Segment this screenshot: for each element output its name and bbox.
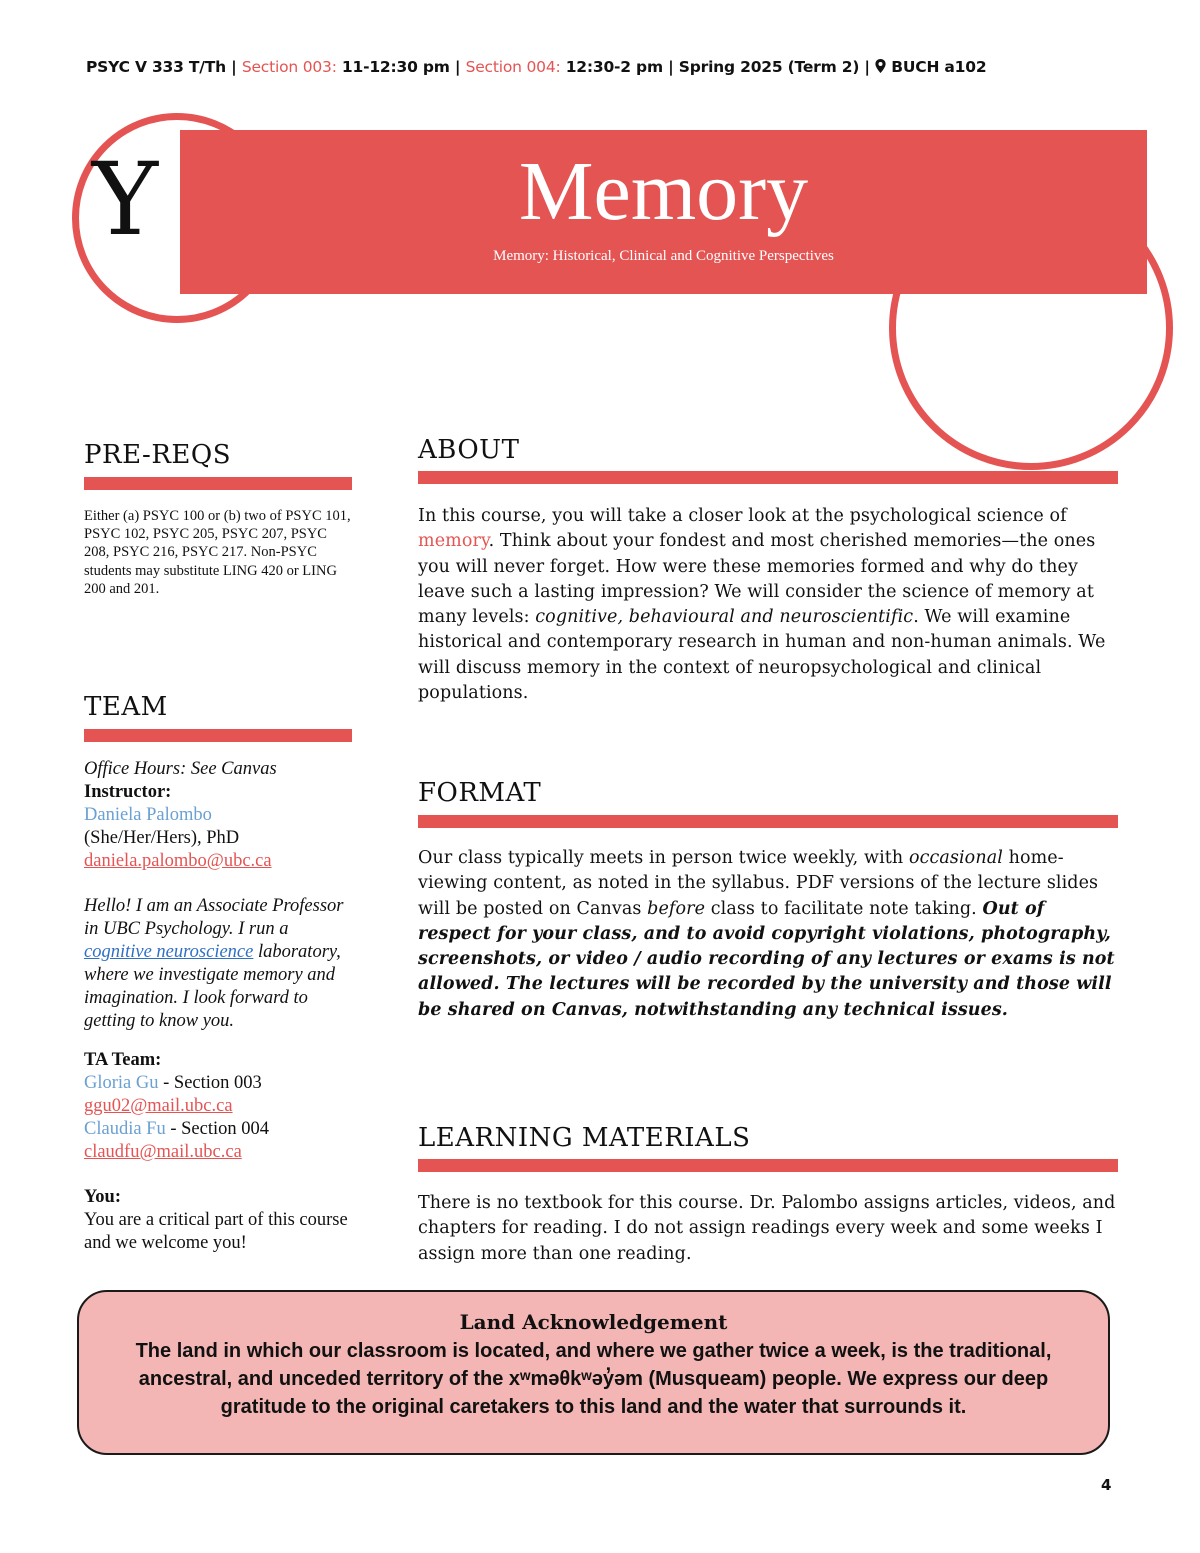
instructor-email-link[interactable]: daniela.palombo@ubc.ca — [84, 851, 272, 871]
you-label: You: — [84, 1187, 122, 1207]
team-heading: TEAM — [84, 692, 168, 722]
format-rule — [418, 815, 1118, 828]
ta1-name: Gloria Gu — [84, 1073, 159, 1093]
format-heading: FORMAT — [418, 778, 542, 808]
lab-link[interactable]: cognitive neuroscience — [84, 942, 254, 962]
you-text: You are a critical part of this course and we welcome you! — [84, 1210, 348, 1253]
land-acknowledgement-text: The land in which our classroom is located, and where we gather twice a week, is the traditional, ancestral, and unceded territory of the xʷməθkʷəy̓əm (Musqueam) people. We express our deep gratitude to the original caretakers to this land and the water that surrounds it. — [135, 1340, 1052, 1418]
instructor-name: Daniela Palombo — [84, 805, 212, 825]
about-heading: ABOUT — [418, 435, 520, 465]
page-subtitle: Memory: Historical, Clinical and Cognitive Perspectives — [493, 248, 834, 264]
format-text: Our class typically meets in person twice weekly, with occasional home-viewing content, as noted in the syllabus. PDF versions of the lecture slides will be posted on Canvas before class to facilitate note taking. Out of respect for your class, and to avoid copyright violations, photography, screenshots, or video / audio recording of any lectures or exams is not allowed. The lectures will be recorded by the university and those will be shared on Canvas, notwithstanding any technical issues. — [418, 848, 1115, 1020]
ta-team-label: TA Team: — [84, 1050, 162, 1070]
ta2-email-link[interactable]: claudfu@mail.ubc.ca — [84, 1142, 242, 1162]
course-code: PSYC V 333 T/Th — [86, 58, 226, 76]
instructor-label: Instructor: — [84, 782, 172, 802]
about-rule — [418, 471, 1118, 484]
section-004-time: 12:30-2 pm — [560, 58, 663, 76]
section-004-label: Section 004: — [465, 58, 561, 76]
memory-highlight: memory — [418, 531, 489, 552]
title-banner — [180, 130, 1147, 294]
prereqs-rule — [84, 477, 352, 490]
recording-policy: Out of respect for your class, and to avoid copyright violations, photography, screenshots, or video / audio recording of any lectures or exams is not allowed. The lectures will be recorded by the university and those will be shared on Canvas, notwithstanding any technical issues. — [418, 898, 1115, 1020]
term: Spring 2025 (Term 2) — [678, 58, 860, 76]
ta2-name: Claudia Fu — [84, 1119, 166, 1139]
materials-text: There is no textbook for this course. Dr. Palombo assigns articles, videos, and chapters for reading. I do not assign readings every week and some weeks I assign more than one reading. — [418, 1193, 1116, 1264]
team-block — [84, 758, 352, 1255]
course-info-line: PSYC V 333 T/Th | Section 003: 11-12:30 pm | Section 004: 12:30-2 pm | Spring 2025 (Term 2) | BUCH a102 — [86, 58, 987, 76]
about-text: In this course, you will take a closer look at the psychological science of memory. Think about your fondest and most cherished memories—the ones you will never forget. How were these memories formed and why do they leave such a lasting impression? We will consider the science of memory at many levels: cognitive, behavioural and neuroscientific. We will examine historical and contemporary research in human and non-human animals. We will discuss memory in the context of neuropsychological and clinical populations. — [418, 506, 1106, 704]
page-title: Memory — [518, 145, 809, 238]
materials-rule — [418, 1159, 1118, 1172]
prereqs-heading: PRE-REQS — [84, 440, 231, 470]
section-003-label: Section 003: — [241, 58, 337, 76]
year-glyph: Y — [92, 141, 159, 258]
section-003-time: 11-12:30 pm — [336, 58, 450, 76]
location-pin-icon — [875, 58, 886, 76]
team-rule — [84, 729, 352, 742]
page-number: 4 — [1101, 1476, 1112, 1494]
materials-heading: LEARNING MATERIALS — [418, 1123, 751, 1153]
instructor-bio: Hello! I am an Associate Professor in UBC Psychology. I run a cognitive neuroscience laboratory, where we investigate memory and imagination. I look forward to getting to know you. — [84, 896, 344, 1031]
ta1-email-link[interactable]: ggu02@mail.ubc.ca — [84, 1096, 233, 1116]
ta1-section: - Section 003 — [158, 1073, 262, 1093]
land-acknowledgement-title: Land Acknowledgement — [459, 1310, 728, 1334]
office-hours: Office Hours: See Canvas — [84, 759, 277, 779]
prereqs-text: Either (a) PSYC 100 or (b) two of PSYC 101, PSYC 102, PSYC 205, PSYC 207, PSYC 208, PSYC 216, PSYC 217. Non-PSYC students may substitute LING 420 or LING 200 and 201. — [84, 508, 351, 597]
instructor-pronouns: (She/Her/Hers), PhD — [84, 828, 240, 848]
land-acknowledgement-box — [77, 1290, 1110, 1455]
location: BUCH a102 — [886, 58, 987, 76]
ta2-section: - Section 004 — [165, 1119, 269, 1139]
